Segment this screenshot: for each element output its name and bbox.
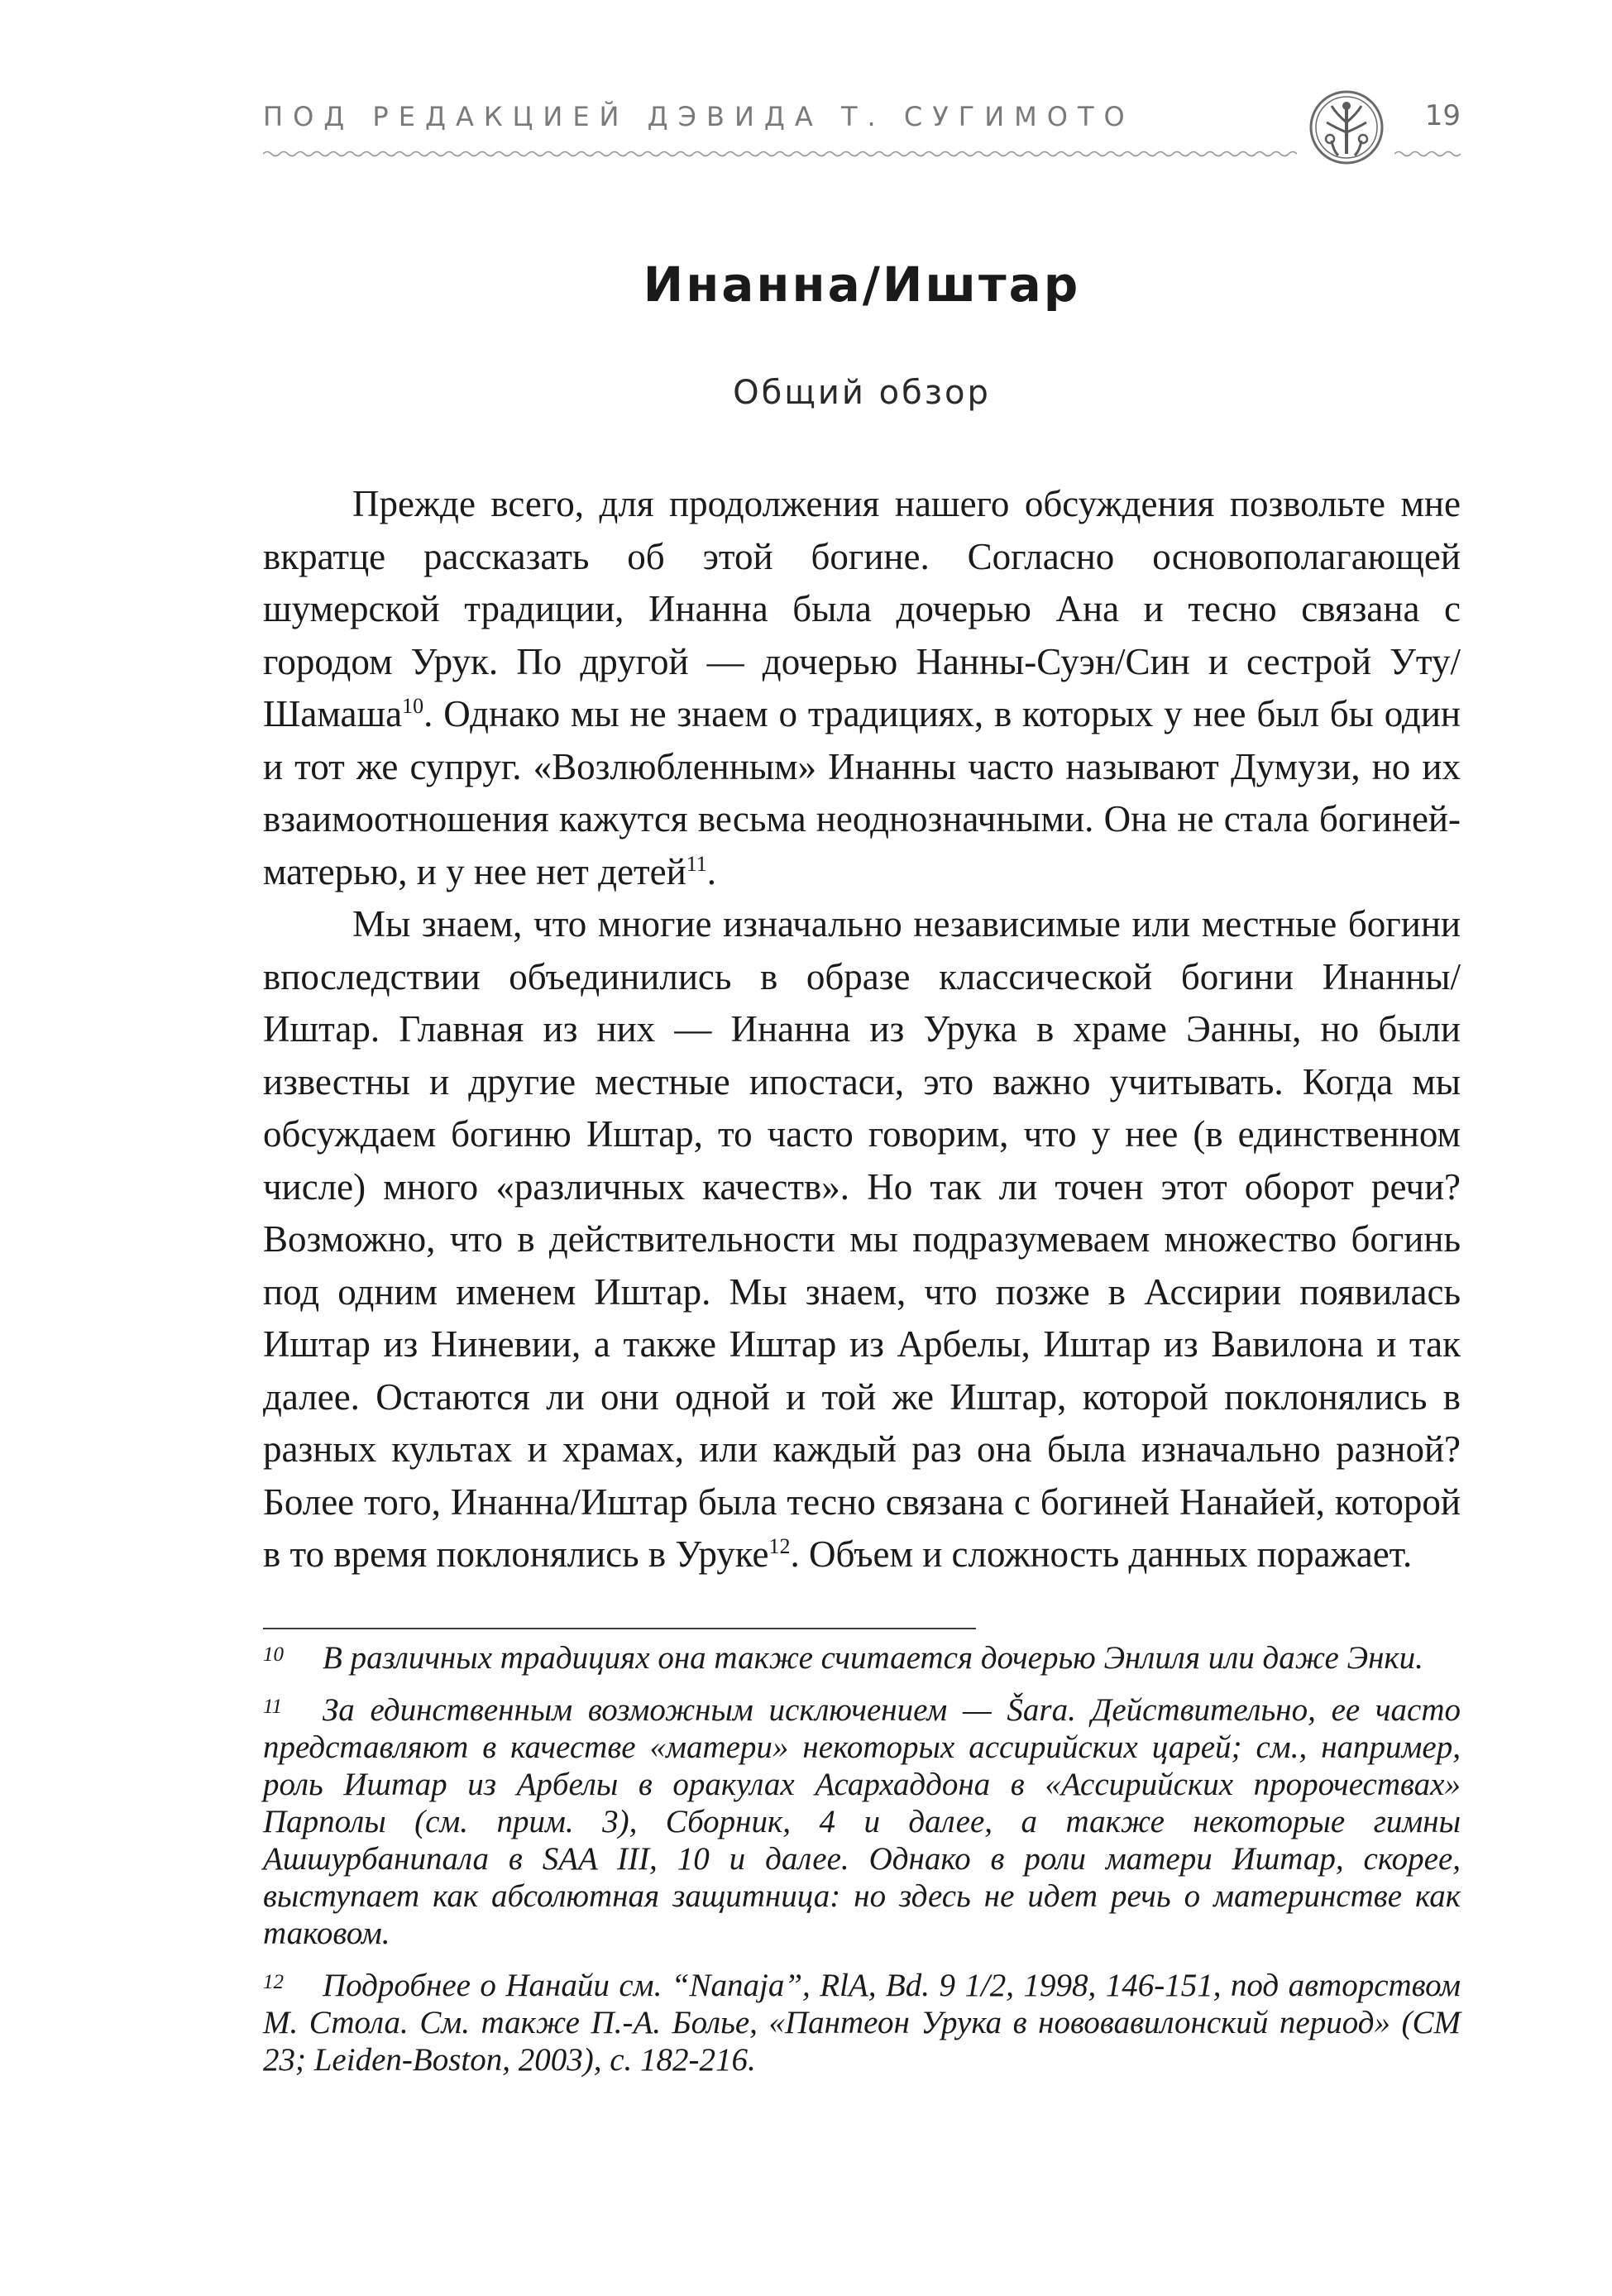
page-number: 19 bbox=[1424, 99, 1461, 132]
paragraph-2 bbox=[263, 898, 1461, 1581]
footnote-separator bbox=[263, 1628, 976, 1629]
tree-of-life-medallion-icon bbox=[1308, 89, 1385, 165]
footnote-ref-10: 10 bbox=[402, 694, 424, 718]
body-text bbox=[263, 478, 1461, 1581]
paragraph-text: Мы знаем, что многие изначально независимые или местные богини впоследствии объединились в образе классической богини Инанны/Иштар. Главная из них — Инанна из Урука в храме Эанны, но были известны и другие местные ипостаси, это важно учитывать. Когда мы обсуждаем богиню Иштар, то часто говорим, что у нее (в единственном числе) много «различных качеств». Но так ли точен этот оборот речи? Возможно, что в действительности мы подразумеваем множество богинь под одним именем Иштар. Мы знаем, что позже в Ассирии появилась Иштар из Ниневии, а также Иштар из Арбелы, Иштар из Вавилона и так далее. Остаются ли они одной и той же Иштар, которой поклонялись в разных культах и храмах, или каждый раз она была изначально разной? Более того, Инанна/Иштар была тесно связана с богиней Нанайей, которой в то время поклонялись в Уруке bbox=[263, 903, 1461, 1575]
paragraph-text: Прежде всего, для продолжения нашего обсуждения позвольте мне вкратце рассказать об этой богине. Согласно основополагающей шумерской традиции, Инанна была дочерью Ана и тесно связана с городом Урук. По другой — дочерью Нанны-Суэн/Син и сестрой Уту/Шамаша bbox=[263, 483, 1461, 734]
paragraph-text: . bbox=[706, 850, 716, 892]
footnote-number: 12 bbox=[263, 1971, 284, 1993]
chapter-title: Инанна/Иштар bbox=[643, 256, 1081, 313]
footnote-text: За единственным возможным исключением — Šara. Действительно, ее часто представляют в качестве «матери» некоторых ассирийских царей; см., например, роль Иштар из Арбелы в оракулах Асархаддона в «Ассирийских пророчествах» Парполы (см. прим. 3), Сборник, 4 и далее, а также некоторые гимны Ашшурбанипала в SAA III, 10 и далее. Однако в роли матери Иштар, скорее, выступает как абсолютная защитница: но здесь не идет речь о материнстве как таковом. bbox=[263, 1692, 1461, 1951]
footnote-12 bbox=[263, 1967, 1461, 2078]
header-wavy-rule-end bbox=[1394, 149, 1461, 159]
header-wavy-rule bbox=[263, 149, 1297, 159]
paragraph-text: . Однако мы не знаем о традициях, в которых у нее был бы один и тот же супруг. «Возлюбленным» Инанны часто называют Думузи, но их взаимоотношения кажутся весьма неоднозначными. Она не стала богиней-матерью, и у нее нет детей bbox=[263, 693, 1461, 892]
footnote-10 bbox=[263, 1639, 1461, 1677]
footnote-number: 10 bbox=[263, 1643, 284, 1666]
running-title: ПОД РЕДАКЦИЕЙ ДЭВИДА Т. СУГИМОТО bbox=[263, 101, 1135, 132]
section-title: Общий обзор bbox=[733, 374, 991, 412]
paragraph-1 bbox=[263, 478, 1461, 898]
footnotes bbox=[263, 1639, 1461, 2093]
footnote-text: В различных традициях она также считается дочерью Энлиля или даже Энки. bbox=[323, 1640, 1423, 1676]
footnote-number: 11 bbox=[263, 1696, 283, 1718]
footnote-text: Подробнее о Нанайи см. “Nanaja”, RlA, Bd. 9 1/2, 1998, 146-151, под авторством М. Стола. См. также П.-А. Болье, «Пантеон Урука в нововавилонский период» (CM 23; Leiden-Boston, 2003), с. 182-216. bbox=[263, 1968, 1461, 2078]
footnote-11 bbox=[263, 1691, 1461, 1952]
running-header bbox=[263, 89, 1461, 169]
footnote-ref-12: 12 bbox=[768, 1534, 791, 1558]
footnote-ref-11: 11 bbox=[686, 851, 707, 876]
paragraph-text: . Объем и сложность данных поражает. bbox=[790, 1533, 1413, 1575]
